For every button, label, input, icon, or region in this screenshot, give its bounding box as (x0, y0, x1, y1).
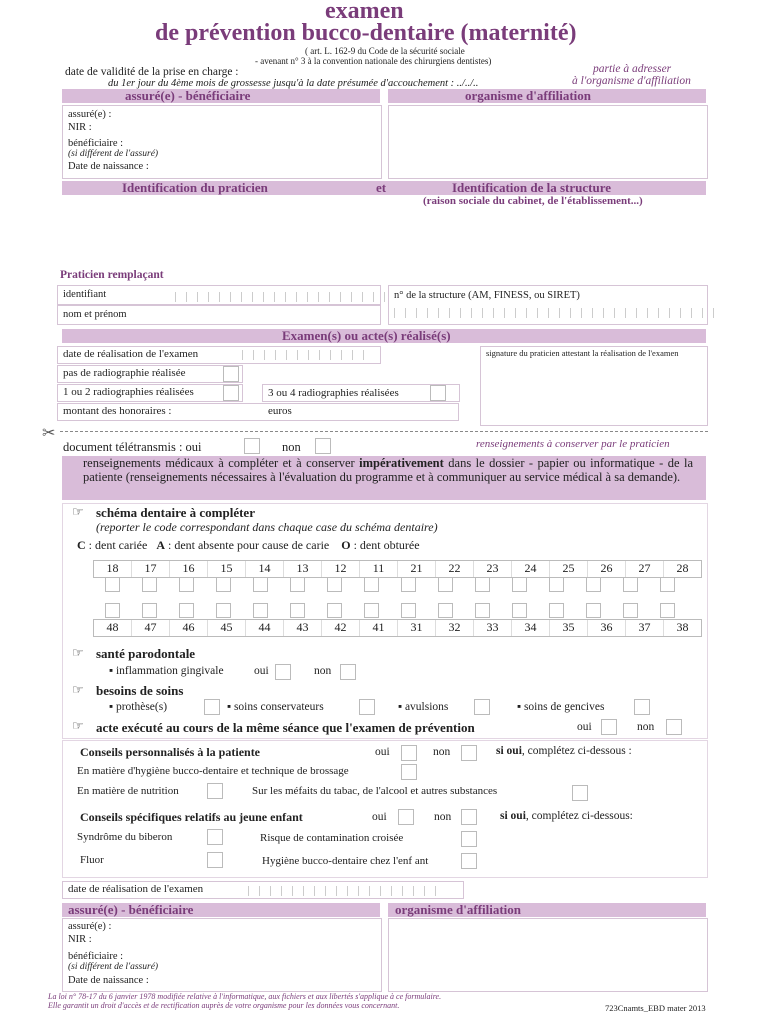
nir-label: NIR : (68, 122, 92, 133)
nutrition-checkbox[interactable] (207, 783, 223, 799)
acte-title: acte exécuté au cours de la même séance que l'examen de prévention (96, 720, 475, 735)
tooth-number: 46 (170, 620, 208, 636)
legend-c-text: : dent cariée (88, 538, 148, 552)
tooth-number: 47 (132, 620, 170, 636)
examens-title: Examen(s) ou acte(s) réalisé(s) (282, 328, 451, 343)
identifiant-digits[interactable] (175, 292, 395, 302)
pointing-hand-icon: ☞ (72, 504, 84, 519)
tooth-number: 25 (550, 561, 588, 577)
bottom-organisme-box[interactable] (388, 918, 708, 992)
biberon-checkbox[interactable] (207, 829, 223, 845)
conservateurs-label: ▪ soins conservateurs (227, 701, 324, 713)
tooth-number: 42 (322, 620, 360, 636)
contamination-label: Risque de contamination croisée (260, 832, 404, 844)
tooth-number: 18 (94, 561, 132, 577)
bottom-date-naissance-label: Date de naissance : (68, 975, 149, 986)
tabac-checkbox[interactable] (572, 785, 588, 801)
form-title-line2: de prévention bucco-dentaire (maternité) (155, 20, 577, 46)
tooth-number: 33 (474, 620, 512, 636)
tooth-number: 21 (398, 561, 436, 577)
legend-a-text: : dent absente pour cause de carie (167, 538, 330, 552)
si-oui-bold: si oui (496, 745, 522, 757)
schema-title: schéma dentaire à compléter (96, 505, 255, 520)
lower-teeth-numbers (93, 619, 702, 637)
acte-non-checkbox[interactable] (666, 719, 682, 735)
acte-non-label: non (637, 721, 655, 733)
tooth-number: 38 (676, 620, 689, 634)
pointing-hand-icon: ☞ (72, 682, 84, 697)
bottom-date-label: date de réalisation de l'examen (68, 883, 204, 895)
tooth-number: 32 (436, 620, 474, 636)
conservateurs-checkbox[interactable] (359, 699, 375, 715)
info-text-line3: au service médical à sa demande). (509, 470, 681, 484)
date-exam-label: date de réalisation de l'examen (63, 348, 199, 360)
beneficiaire-label: bénéficiaire : (68, 138, 124, 149)
date-exam-digits[interactable] (242, 350, 374, 360)
si-oui2-bold: si oui (500, 810, 526, 822)
conserver-note: renseignements à conserver par le praticien (476, 438, 670, 450)
specifiques-title: Conseils spécifiques relatifs au jeune enfant (80, 810, 303, 824)
tooth-number: 24 (512, 561, 550, 577)
avulsions-checkbox[interactable] (474, 699, 490, 715)
pas-radio-checkbox[interactable] (223, 366, 239, 382)
hygiene-checkbox[interactable] (401, 764, 417, 780)
pas-radio-label: pas de radiographie réalisée (63, 367, 186, 379)
besoins-title: besoins de soins (96, 683, 184, 698)
signature-label: signature du praticien attestant la réalisation de l'examen (486, 348, 679, 358)
tooth-number: 41 (360, 620, 398, 636)
schema-subtitle: (reporter le code correspondant dans chaque case du schéma dentaire) (96, 520, 438, 534)
structure-number-label: n° de la structure (AM, FINESS, ou SIRET) (394, 290, 580, 301)
inflammation-non-checkbox[interactable] (340, 664, 356, 680)
teletransmis-label: document télétransmis : oui (63, 440, 202, 454)
info-text-line2: informatique - de la patiente (renseignements nécessaires à l'évaluation du programme et à communiquer (83, 456, 694, 484)
praticien-et: et (376, 180, 387, 195)
conseils-si-oui (496, 745, 632, 757)
tooth-number: 37 (626, 620, 664, 636)
si-different-label: (si différent de l'assuré) (68, 149, 159, 159)
radio12-label: 1 ou 2 radiographies réalisées (63, 386, 194, 398)
biberon-label: Syndrôme du biberon (77, 831, 173, 843)
legal-ref-2: - avenant n° 3 à la convention nationale des chirurgiens dentistes) (255, 56, 492, 66)
assure-label: assuré(e) : (68, 109, 112, 120)
acte-oui-label: oui (577, 721, 592, 733)
specifiques-oui-label: oui (372, 811, 387, 823)
info-text (83, 456, 693, 484)
tooth-number: 28 (676, 561, 689, 575)
organisme-section-title: organisme d'affiliation (465, 88, 592, 103)
bottom-organisme-title: organisme d'affiliation (395, 902, 522, 917)
scissors-icon: ✂ (42, 425, 56, 442)
completez2-text: , complétez ci-dessous: (525, 810, 633, 822)
remplacant-label: Praticien remplaçant (60, 269, 164, 281)
tabac-label: Sur les méfaits du tabac, de l'alcool et autres substances (252, 785, 498, 797)
tooth-number: 15 (208, 561, 246, 577)
info-text-b: dans le dossier - papier ou (448, 456, 586, 470)
inflammation-non-label: non (314, 665, 332, 677)
teletransmis-non-checkbox[interactable] (315, 438, 331, 454)
validity-label: date de validité de la prise en charge : (65, 66, 239, 78)
montant-label: montant des honoraires : (63, 405, 172, 417)
tooth-number: 31 (398, 620, 436, 636)
prothese-checkbox[interactable] (204, 699, 220, 715)
legend-a-code: A (156, 538, 165, 552)
tooth-number: 14 (246, 561, 284, 577)
bottom-si-different-label: (si différent de l'assuré) (68, 962, 159, 972)
bottom-assure-title: assuré(e) - bénéficiaire (68, 902, 194, 917)
tooth-number: 36 (588, 620, 626, 636)
assure-section-title: assuré(e) - bénéficiaire (125, 88, 251, 103)
gencives-label: ▪ soins de gencives (517, 701, 605, 713)
conseils-title: Conseils personnalisés à la patiente (80, 745, 261, 759)
hygiene-label: En matière d'hygiène bucco-dentaire et technique de brossage (77, 765, 349, 777)
loi-notice-1: La loi n° 78-17 du 6 janvier 1978 modifiée relative à l'informatique, aux fichiers et aux libertés s'applique à ce formulaire. (48, 992, 442, 1001)
acte-oui-checkbox[interactable] (601, 719, 617, 735)
nutrition-label: En matière de nutrition (77, 785, 179, 797)
send-note-1: partie à adresser (593, 63, 672, 75)
completez-text: , complétez ci-dessous : (521, 745, 632, 757)
radio34-label: 3 ou 4 radiographies réalisées (268, 387, 399, 399)
bottom-beneficiaire-label: bénéficiaire : (68, 951, 124, 962)
prothese-label: ▪ prothèse(s) (109, 701, 168, 713)
radio34-checkbox[interactable] (430, 385, 446, 401)
conseils-oui-label: oui (375, 746, 390, 758)
tooth-number: 43 (284, 620, 322, 636)
lower-teeth-checkboxes[interactable] (105, 603, 675, 618)
date-naissance-label: Date de naissance : (68, 161, 149, 172)
form-reference: 723Cnamts_EBD mater 2013 (605, 1003, 706, 1013)
tooth-number: 44 (246, 620, 284, 636)
specifiques-non-checkbox[interactable] (461, 809, 477, 825)
info-text-a: renseignements médicaux à compléter et à conserver (83, 456, 355, 470)
inflammation-label: ▪ inflammation gingivale (109, 665, 224, 677)
fluor-label: Fluor (80, 854, 104, 866)
legend-o-text: : dent obturée (353, 538, 420, 552)
tooth-number: 11 (360, 561, 398, 577)
conseils-oui-checkbox[interactable] (401, 745, 417, 761)
tooth-number: 34 (512, 620, 550, 636)
avulsions-label: ▪ avulsions (398, 701, 449, 713)
conseils-non-label: non (433, 746, 451, 758)
tooth-number: 26 (588, 561, 626, 577)
form-title-line1: examen (325, 0, 404, 24)
pointing-hand-icon: ☞ (72, 645, 84, 660)
bottom-nir-label: NIR : (68, 934, 92, 945)
tooth-number: 48 (94, 620, 132, 636)
tooth-number: 13 (284, 561, 322, 577)
euros-label: euros (268, 405, 292, 417)
hygiene-enfant-label: Hygiène bucco-dentaire chez l'enf ant (262, 855, 429, 867)
contamination-checkbox[interactable] (461, 831, 477, 847)
specifiques-si-oui (500, 810, 633, 822)
info-text-bold: impérativement (359, 456, 444, 470)
parodontal-title: santé parodontale (96, 646, 196, 661)
structure-title: Identification de la structure (452, 180, 611, 195)
organisme-box[interactable] (388, 105, 708, 179)
tooth-number: 23 (474, 561, 512, 577)
specifiques-oui-checkbox[interactable] (398, 809, 414, 825)
praticien-title: Identification du praticien (122, 180, 268, 195)
tooth-number: 45 (208, 620, 246, 636)
tooth-number: 27 (626, 561, 664, 577)
conseils-non-checkbox[interactable] (461, 745, 477, 761)
tooth-number: 22 (436, 561, 474, 577)
structure-digits[interactable] (394, 308, 724, 318)
tooth-number: 12 (322, 561, 360, 577)
teletransmis-non-label: non (282, 440, 301, 454)
tooth-number: 35 (550, 620, 588, 636)
loi-notice-2: Elle garantit un droit d'accès et de rectification auprès de votre organisme pour les données vous concernant. (48, 1001, 400, 1010)
inflammation-oui-checkbox[interactable] (275, 664, 291, 680)
specifiques-non-label: non (434, 811, 452, 823)
bottom-date-digits[interactable] (248, 886, 446, 896)
radio12-checkbox[interactable] (223, 385, 239, 401)
structure-subtitle: (raison sociale du cabinet, de l'établissement...) (423, 195, 643, 207)
hygiene-enfant-checkbox[interactable] (461, 853, 477, 869)
tooth-number: 17 (132, 561, 170, 577)
gencives-checkbox[interactable] (634, 699, 650, 715)
pointing-hand-icon: ☞ (72, 718, 84, 733)
identifiant-label: identifiant (63, 289, 107, 300)
bottom-assure-label: assuré(e) : (68, 921, 112, 932)
tooth-number: 16 (170, 561, 208, 577)
teletransmis-oui-checkbox[interactable] (244, 438, 260, 454)
validity-range: du 1er jour du 4ème mois de grossesse jusqu'à la date présumée d'accouchement : ../../.. (108, 78, 479, 89)
cut-line (60, 431, 708, 432)
signature-box[interactable] (480, 346, 708, 426)
nom-prenom-label: nom et prénom (63, 309, 127, 320)
legal-ref-1: ( art. L. 162-9 du Code de la sécurité sociale (305, 46, 465, 56)
upper-teeth-checkboxes[interactable] (105, 577, 675, 592)
schema-legend (77, 538, 420, 553)
inflammation-oui-label: oui (254, 665, 269, 677)
upper-teeth-numbers (93, 560, 702, 578)
fluor-checkbox[interactable] (207, 852, 223, 868)
legend-c-code: C (77, 538, 86, 552)
send-note-2: à l'organisme d'affiliation (572, 75, 691, 87)
legend-o-code: O (341, 538, 351, 552)
